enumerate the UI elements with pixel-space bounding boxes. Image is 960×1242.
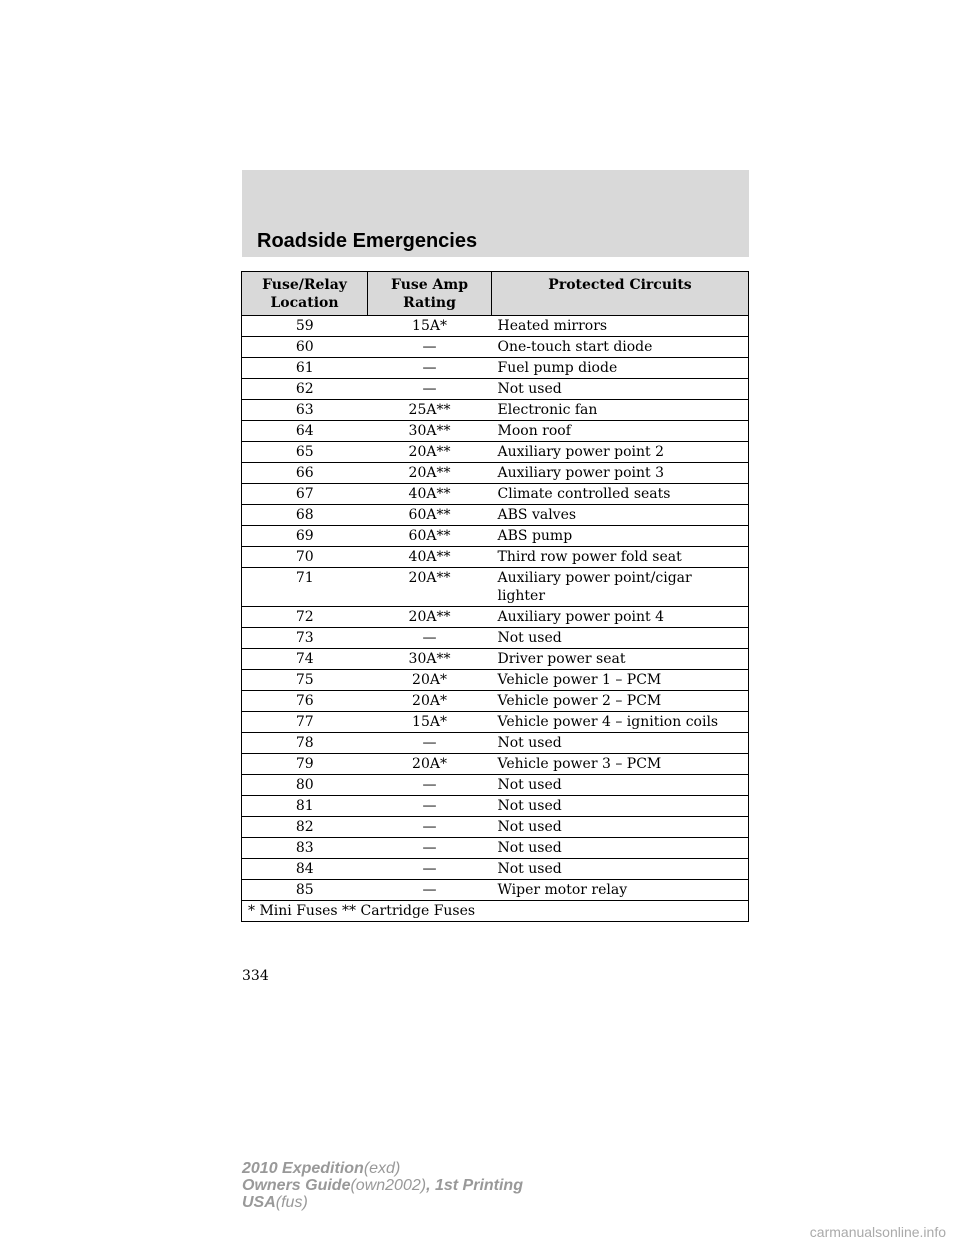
table-row bbox=[242, 547, 749, 568]
table-row bbox=[242, 337, 749, 358]
fuse-location-cell: 78 bbox=[242, 733, 368, 754]
fuse-location-cell: 66 bbox=[242, 463, 368, 484]
table-row bbox=[242, 859, 749, 880]
table-row bbox=[242, 817, 749, 838]
table-row bbox=[242, 316, 749, 337]
protected-circuit-cell: Auxiliary power point 3 bbox=[492, 463, 749, 484]
protected-circuit-cell: Vehicle power 2 – PCM bbox=[492, 691, 749, 712]
protected-circuit-cell: ABS pump bbox=[492, 526, 749, 547]
protected-circuit-cell: One-touch start diode bbox=[492, 337, 749, 358]
fuse-amp-cell: 40A** bbox=[368, 547, 492, 568]
site-watermark: carmanualsonline.info bbox=[809, 1224, 946, 1240]
fuse-location-cell: 65 bbox=[242, 442, 368, 463]
table-footnote: * Mini Fuses ** Cartridge Fuses bbox=[242, 901, 749, 922]
protected-circuit-cell: Auxiliary power point 2 bbox=[492, 442, 749, 463]
table-row bbox=[242, 568, 749, 607]
protected-circuit-cell: Driver power seat bbox=[492, 649, 749, 670]
protected-circuit-cell: Not used bbox=[492, 379, 749, 400]
table-row bbox=[242, 691, 749, 712]
fuse-location-cell: 63 bbox=[242, 400, 368, 421]
fuse-amp-cell: — bbox=[368, 733, 492, 754]
fuse-amp-cell: — bbox=[368, 775, 492, 796]
protected-circuit-cell: ABS valves bbox=[492, 505, 749, 526]
footer-model: 2010 Expedition bbox=[242, 1160, 364, 1177]
fuse-amp-cell: 20A** bbox=[368, 607, 492, 628]
fuse-amp-cell: — bbox=[368, 337, 492, 358]
footer-guide-code: (own2002) bbox=[350, 1177, 427, 1194]
table-row bbox=[242, 733, 749, 754]
footer-printing: , 1st Printing bbox=[426, 1177, 523, 1194]
table-row bbox=[242, 838, 749, 859]
fuse-amp-cell: 20A** bbox=[368, 463, 492, 484]
fuse-amp-cell: — bbox=[368, 817, 492, 838]
protected-circuit-cell: Heated mirrors bbox=[492, 316, 749, 337]
protected-circuit-cell: Auxiliary power point/cigar lighter bbox=[492, 568, 749, 607]
fuse-location-cell: 72 bbox=[242, 607, 368, 628]
protected-circuit-cell: Fuel pump diode bbox=[492, 358, 749, 379]
fuse-amp-cell: 30A** bbox=[368, 421, 492, 442]
table-row bbox=[242, 754, 749, 775]
protected-circuit-cell: Third row power fold seat bbox=[492, 547, 749, 568]
protected-circuit-cell: Climate controlled seats bbox=[492, 484, 749, 505]
fuse-location-cell: 81 bbox=[242, 796, 368, 817]
table-footnote-row bbox=[242, 901, 749, 922]
footer-guide: Owners Guide bbox=[242, 1177, 351, 1194]
fuse-amp-cell: 20A* bbox=[368, 670, 492, 691]
fuse-amp-cell: — bbox=[368, 796, 492, 817]
document-footer bbox=[242, 1160, 523, 1211]
fuse-amp-cell: 15A* bbox=[368, 712, 492, 733]
table-row bbox=[242, 400, 749, 421]
fuse-location-cell: 62 bbox=[242, 379, 368, 400]
fuse-location-cell: 67 bbox=[242, 484, 368, 505]
fuse-amp-cell: 30A** bbox=[368, 649, 492, 670]
table-header-row bbox=[242, 272, 749, 316]
table-row bbox=[242, 796, 749, 817]
protected-circuit-cell: Wiper motor relay bbox=[492, 880, 749, 901]
fuse-amp-cell: — bbox=[368, 379, 492, 400]
fuse-amp-cell: 20A** bbox=[368, 442, 492, 463]
fuse-amp-cell: 60A** bbox=[368, 505, 492, 526]
protected-circuit-cell: Not used bbox=[492, 817, 749, 838]
fuse-location-cell: 79 bbox=[242, 754, 368, 775]
fuse-location-cell: 84 bbox=[242, 859, 368, 880]
fuse-amp-cell: 20A** bbox=[368, 568, 492, 607]
fuse-amp-cell: 20A* bbox=[368, 754, 492, 775]
fuse-location-cell: 69 bbox=[242, 526, 368, 547]
footer-region: USA bbox=[242, 1194, 276, 1211]
protected-circuit-cell: Vehicle power 3 – PCM bbox=[492, 754, 749, 775]
fuse-location-cell: 68 bbox=[242, 505, 368, 526]
protected-circuit-cell: Vehicle power 1 – PCM bbox=[492, 670, 749, 691]
section-title: Roadside Emergencies bbox=[257, 230, 478, 252]
fuse-amp-cell: — bbox=[368, 880, 492, 901]
fuse-amp-cell: — bbox=[368, 859, 492, 880]
column-header-amp-rating: Fuse Amp Rating bbox=[368, 272, 492, 316]
table-row bbox=[242, 670, 749, 691]
fuse-amp-cell: 40A** bbox=[368, 484, 492, 505]
table-row bbox=[242, 712, 749, 733]
fuse-location-cell: 70 bbox=[242, 547, 368, 568]
table-row bbox=[242, 484, 749, 505]
column-header-location: Fuse/Relay Location bbox=[242, 272, 368, 316]
table-row bbox=[242, 526, 749, 547]
protected-circuit-cell: Not used bbox=[492, 796, 749, 817]
fuse-location-cell: 85 bbox=[242, 880, 368, 901]
fuse-location-cell: 83 bbox=[242, 838, 368, 859]
table-row bbox=[242, 463, 749, 484]
protected-circuit-cell: Not used bbox=[492, 628, 749, 649]
table-row bbox=[242, 442, 749, 463]
table-row bbox=[242, 880, 749, 901]
table-row bbox=[242, 649, 749, 670]
fuse-amp-cell: 20A* bbox=[368, 691, 492, 712]
protected-circuit-cell: Moon roof bbox=[492, 421, 749, 442]
table-row bbox=[242, 505, 749, 526]
table-row bbox=[242, 607, 749, 628]
footer-model-code: (exd) bbox=[363, 1160, 401, 1177]
fuse-location-cell: 61 bbox=[242, 358, 368, 379]
fuse-amp-cell: — bbox=[368, 628, 492, 649]
table-row bbox=[242, 775, 749, 796]
fuse-location-cell: 64 bbox=[242, 421, 368, 442]
protected-circuit-cell: Vehicle power 4 – ignition coils bbox=[492, 712, 749, 733]
protected-circuit-cell: Electronic fan bbox=[492, 400, 749, 421]
fuse-location-cell: 60 bbox=[242, 337, 368, 358]
protected-circuit-cell: Not used bbox=[492, 733, 749, 754]
fuse-location-cell: 71 bbox=[242, 568, 368, 607]
fuse-amp-cell: 60A** bbox=[368, 526, 492, 547]
fuse-amp-cell: — bbox=[368, 838, 492, 859]
fuse-location-cell: 82 bbox=[242, 817, 368, 838]
protected-circuit-cell: Not used bbox=[492, 859, 749, 880]
footer-region-code: (fus) bbox=[275, 1194, 308, 1211]
protected-circuit-cell: Not used bbox=[492, 838, 749, 859]
fuse-location-cell: 75 bbox=[242, 670, 368, 691]
fuse-location-cell: 76 bbox=[242, 691, 368, 712]
fuse-table-body bbox=[242, 316, 749, 901]
fuse-location-cell: 77 bbox=[242, 712, 368, 733]
fuse-location-cell: 74 bbox=[242, 649, 368, 670]
fuse-location-cell: 80 bbox=[242, 775, 368, 796]
page-number: 334 bbox=[242, 968, 269, 984]
fuse-amp-cell: 15A* bbox=[368, 316, 492, 337]
protected-circuit-cell: Not used bbox=[492, 775, 749, 796]
fuse-amp-cell: 25A** bbox=[368, 400, 492, 421]
column-header-protected-circuits: Protected Circuits bbox=[492, 272, 749, 316]
fuse-amp-cell: — bbox=[368, 358, 492, 379]
table-row bbox=[242, 379, 749, 400]
table-row bbox=[242, 421, 749, 442]
fuse-table bbox=[241, 271, 749, 922]
table-row bbox=[242, 628, 749, 649]
fuse-location-cell: 73 bbox=[242, 628, 368, 649]
table-row bbox=[242, 358, 749, 379]
protected-circuit-cell: Auxiliary power point 4 bbox=[492, 607, 749, 628]
fuse-location-cell: 59 bbox=[242, 316, 368, 337]
